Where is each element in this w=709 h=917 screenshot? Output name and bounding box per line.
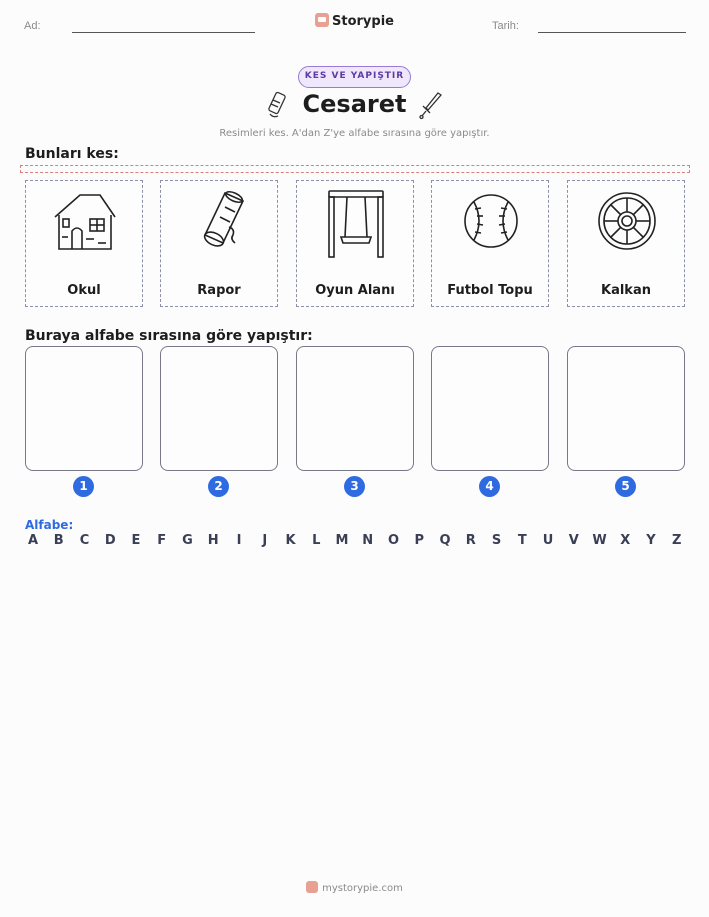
letter: B bbox=[53, 533, 64, 548]
letter: R bbox=[465, 533, 476, 548]
paste-slot-4[interactable] bbox=[431, 346, 549, 471]
date-line[interactable] bbox=[538, 32, 686, 33]
letter: Q bbox=[439, 533, 451, 548]
letter: E bbox=[131, 533, 141, 548]
round-shield-icon bbox=[592, 187, 662, 261]
brand-name: Storypie bbox=[332, 14, 394, 29]
scroll-report-icon bbox=[185, 187, 255, 261]
paste-slot-2[interactable] bbox=[160, 346, 278, 471]
letter: G bbox=[182, 533, 193, 548]
letter: X bbox=[620, 533, 631, 548]
letter: H bbox=[207, 533, 219, 548]
alphabet-row bbox=[25, 533, 685, 548]
page-title: Cesaret bbox=[302, 90, 407, 118]
storypie-logo-icon bbox=[315, 13, 329, 27]
letter: Z bbox=[672, 533, 682, 548]
letter: N bbox=[362, 533, 374, 548]
storypie-logo-icon bbox=[306, 881, 318, 893]
sword-icon bbox=[418, 90, 444, 122]
letter: D bbox=[104, 533, 116, 548]
card-label: Futbol Topu bbox=[447, 283, 533, 298]
letter: I bbox=[236, 533, 242, 548]
card-label: Kalkan bbox=[601, 283, 651, 298]
paste-section-label: Buraya alfabe sırasına göre yapıştır: bbox=[25, 328, 313, 344]
alphabet-label: Alfabe: bbox=[25, 518, 74, 532]
school-house-icon bbox=[50, 187, 120, 261]
date-label: Tarih: bbox=[492, 20, 519, 32]
letter: J bbox=[262, 533, 268, 548]
footer bbox=[0, 881, 709, 894]
slot-number-4: 4 bbox=[479, 476, 500, 497]
letter: M bbox=[335, 533, 349, 548]
name-line[interactable] bbox=[72, 32, 255, 33]
paste-slot-5[interactable] bbox=[567, 346, 685, 471]
letter: T bbox=[517, 533, 527, 548]
cut-card-school[interactable] bbox=[25, 180, 143, 307]
card-label: Rapor bbox=[197, 283, 241, 298]
letter: O bbox=[387, 533, 400, 548]
cut-card-baseball[interactable] bbox=[431, 180, 549, 307]
letter: L bbox=[312, 533, 321, 548]
letter: P bbox=[414, 533, 425, 548]
letter: V bbox=[568, 533, 579, 548]
cut-card-shield[interactable] bbox=[567, 180, 685, 307]
letter: A bbox=[27, 533, 39, 548]
slot-number-5: 5 bbox=[615, 476, 636, 497]
card-label: Oyun Alanı bbox=[315, 283, 395, 298]
card-label: Okul bbox=[67, 283, 101, 298]
baseball-icon bbox=[456, 187, 526, 261]
paste-slot-3[interactable] bbox=[296, 346, 414, 471]
letter: W bbox=[592, 533, 607, 548]
footer-url[interactable]: mystorypie.com bbox=[322, 883, 403, 894]
slot-number-3: 3 bbox=[344, 476, 365, 497]
slot-number-1: 1 bbox=[73, 476, 94, 497]
paste-slot-1[interactable] bbox=[25, 346, 143, 471]
cut-card-report[interactable] bbox=[160, 180, 278, 307]
letter: U bbox=[542, 533, 554, 548]
brand bbox=[0, 13, 709, 29]
letter: F bbox=[157, 533, 167, 548]
swing-playground-icon bbox=[321, 187, 391, 261]
cut-section-label: Bunları kes: bbox=[25, 146, 119, 162]
letter: C bbox=[79, 533, 90, 548]
letter: Y bbox=[646, 533, 656, 548]
cut-card-playground[interactable] bbox=[296, 180, 414, 307]
letter: S bbox=[491, 533, 502, 548]
letter: K bbox=[285, 533, 296, 548]
instructions: Resimleri kes. A'dan Z'ye alfabe sırasına göre yapıştır. bbox=[219, 128, 490, 139]
activity-badge: KES VE YAPIŞTIR bbox=[298, 66, 411, 88]
slot-number-2: 2 bbox=[208, 476, 229, 497]
name-label: Ad: bbox=[24, 20, 41, 32]
cut-line bbox=[20, 165, 690, 173]
